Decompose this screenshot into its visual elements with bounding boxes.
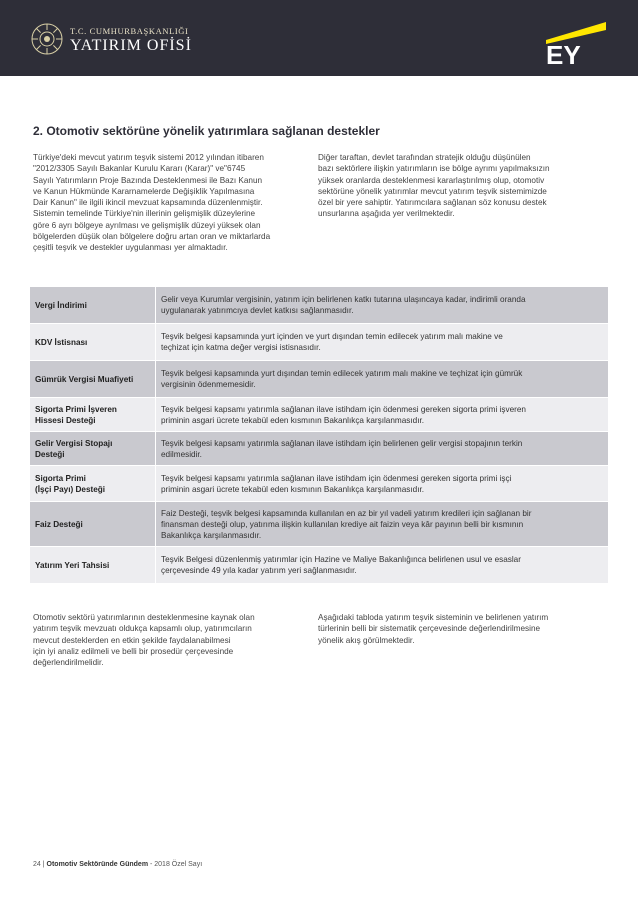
incentive-name: Gelir Vergisi Stopajı Desteği (35, 438, 113, 459)
text-line: Otomotiv sektörü yatırımlarının desteklenmesine kaynak olan (33, 613, 255, 622)
text-line: Sistemin temelinde Türkiye'nin illerinin gelişmişlik düzeylerine (33, 209, 256, 219)
incentive-description: Teşvik Belgesi düzenlenmiş yatırımlar için Hazine ve Maliye Bakanlığınca belirlenen usul ve esaslar çerçevesinde 49 yıla kadar yatırım yeri sağlanmasıdır. (155, 547, 608, 583)
text-line: yatırım teşvik mevzuatı oldukça kapsamlı olup, yatırımcıların (33, 624, 252, 634)
text-line: mevcut desteklerden en etkin şekilde faydalanabilmesi (33, 635, 231, 645)
footer-separator: | (42, 861, 45, 868)
outro-left-paragraph (33, 612, 308, 668)
incentive-name: Gümrük Vergisi Muafiyeti (35, 374, 134, 384)
text-line: bölgelerden düşük olan bölgelere doğru artan oran ve miktarlarda (33, 232, 271, 242)
table-row (30, 547, 608, 584)
republic-seal-icon (30, 22, 64, 56)
incentive-description: Teşvik belgesi kapsamında yurt dışından temin edilecek yatırım malı makine ve teçhizat için gümrük vergisinin ödenmemesidir. (155, 361, 608, 397)
text-line: çeşitli teşvik ve destekler uygulanması yer almaktadır. (33, 243, 228, 253)
table-row (30, 398, 608, 432)
intro-left-paragraph (33, 152, 308, 254)
text-line: "2012/3305 Sayılı Bakanlar Kurulu Kararı (Karar)" ve"6745 (33, 164, 246, 174)
ey-logo (540, 18, 608, 68)
text-line: Aşağıdaki tabloda yatırım teşvik sisteminin ve belirlenen yatırım (318, 613, 549, 622)
incentive-name: Yatırım Yeri Tahsisi (35, 560, 110, 570)
text-line: Diğer taraftan, devlet tarafından stratejik olduğu düşünülen (318, 153, 531, 162)
incentive-name: Vergi İndirimi (35, 300, 87, 310)
text-line: özel bir yere sahiptir. Yatırımcılara sağlanan söz konusu destek (318, 198, 547, 208)
text-line: unsurlarına aşağıda yer verilmektedir. (318, 209, 455, 219)
table-row (30, 502, 608, 547)
text-line: değerlendirilmelidir. (33, 658, 104, 668)
section-title: 2. Otomotiv sektörüne yönelik yatırımlara sağlanan destekler (33, 124, 380, 138)
org-top-label: T.C. CUMHURBAŞKANLIĞI (70, 26, 189, 36)
table-row (30, 361, 608, 398)
table-row (30, 466, 608, 502)
text-line: için iyi analiz edilmeli ve belli bir prosedür çerçevesinde (33, 646, 234, 656)
table-row (30, 324, 608, 361)
outro-right-paragraph (318, 612, 608, 646)
incentive-description: Teşvik belgesi kapsamı yatırımla sağlanan ilave istihdam için belirlenen gelir vergisi stopajının terkin edilmesidir. (155, 432, 608, 465)
text-line: yönelik akış görülmektedir. (318, 635, 415, 645)
incentives-table (30, 287, 608, 584)
intro-right-paragraph (318, 152, 608, 220)
org-main-label: YATIRIM OFİSİ (70, 37, 192, 54)
table-row (30, 432, 608, 466)
svg-text:EY: EY (546, 40, 581, 68)
incentive-name: KDV İstisnası (35, 337, 88, 347)
text-line: Türkiye'deki mevcut yatırım teşvik sistemi 2012 yılından itibaren (33, 153, 264, 162)
incentive-description: Teşvik belgesi kapsamı yatırımla sağlanan ilave istihdam için ödenmesi gereken sigorta primi işçi priminin asgari ücrete tekabül eden kısmının Bakanlıkça karşılanmasıdır. (155, 466, 608, 501)
page-footer (33, 861, 202, 868)
incentive-description: Teşvik belgesi kapsamı yatırımla sağlanan ilave istihdam için ödenmesi gereken sigorta primi işveren priminin asgari ücrete tekabül eden kısmının Bakanlıkça karşılanmasıdır. (155, 398, 608, 431)
text-line: ve Kanun Hükmünde Kararnamelerde Değişiklik Yapılmasına (33, 186, 255, 196)
text-line: bazı sektörlere ilişkin yatırımların ise bölge ayrımı yapılmaksızın (318, 164, 550, 174)
page-header (0, 0, 638, 76)
incentive-description: Teşvik belgesi kapsamında yurt içinden ve yurt dışından temin edilecek yatırım malı makine ve teçhizat için katma değer vergisi istisnasıdır. (155, 324, 608, 360)
edition-label: - 2018 Özel Sayı (150, 861, 203, 868)
incentive-description: Faiz Desteği, teşvik belgesi kapsamında kullanılan en az bir yıl vadeli yatırım kredileri için sağlanan bir finansman desteği olup, yatırıma ilişkin kullanılan krediye ait faizin veya kâr payının belli bir kısmının Bakanlıkça karşılanmasıdır. (155, 502, 608, 546)
publication-title: Otomotiv Sektöründe Gündem (46, 861, 149, 868)
incentive-name: Faiz Desteği (35, 519, 83, 529)
text-line: sektörüne yönelik yatırımlar mevcut yatırım teşvik sistemimizde (318, 186, 547, 196)
text-line: Dair Kanun" ile ilgili ikincil mevzuat kapsamında düzenlenmiştir. (33, 198, 263, 208)
table-row (30, 287, 608, 324)
text-line: yüksek oranlarda desteklenmesi kararlaştırılmış olup, otomotiv (318, 175, 545, 185)
text-line: göre 6 ayrı bölgeye ayrılması ve gelişmişlik düzeyi yüksek olan (33, 220, 261, 230)
text-line: Sayılı Yatırımların Proje Bazında Desteklenmesi ile Bazı Kanun (33, 175, 263, 185)
incentive-name: Sigorta Primi İşveren Hissesi Desteği (35, 404, 117, 425)
text-line: türlerinin belli bir sistematik çerçevesinde değerlendirilmesine (318, 624, 541, 634)
incentive-name: Sigorta Primi (İşçi Payı) Desteği (35, 473, 106, 494)
incentive-description: Gelir veya Kurumlar vergisinin, yatırım için belirlenen katkı tutarına ulaşıncaya kadar, indirimli oranda uygulanarak yatırımcıya devlet katkısı sağlanmasıdır. (155, 287, 608, 323)
page-number: 24 (33, 861, 41, 868)
